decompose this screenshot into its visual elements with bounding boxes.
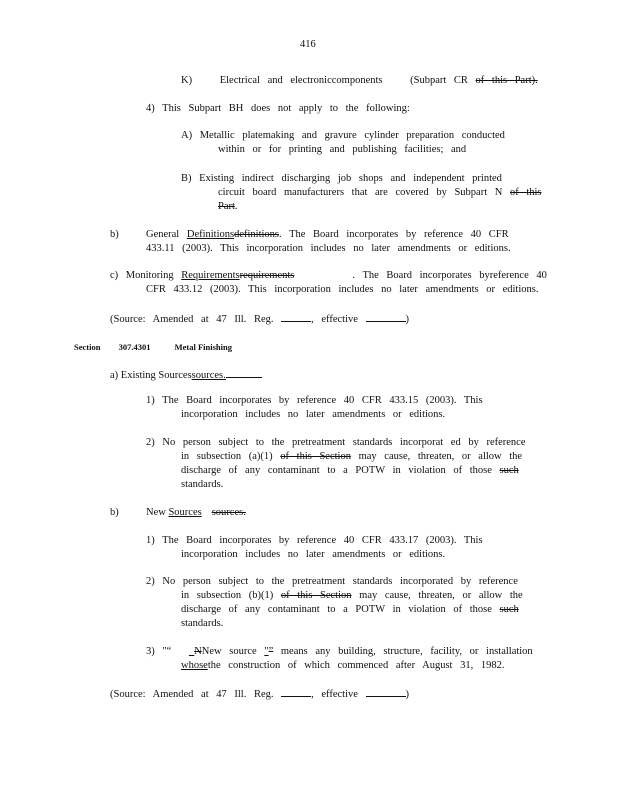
source-close: ) (405, 689, 410, 700)
heading-text: New (146, 507, 169, 518)
blank-line (281, 311, 311, 322)
blank-line (226, 367, 262, 378)
new-item1-line1: 1) The Board incorporates by reference 40 CFR 433.17 (2003). This (146, 535, 483, 546)
existing-sources-heading (110, 367, 262, 383)
definitions-label: General (146, 229, 187, 240)
inserted-text: sources (191, 370, 224, 381)
new-item1-line2: incorporation includes no later amendments or editions. (181, 549, 446, 560)
source-close: ) (405, 314, 410, 325)
struck-text: sources. (211, 507, 246, 518)
inserted-text: Requirements (181, 270, 240, 281)
text: may cause, threaten, or allow the (351, 590, 523, 601)
source-text: (Source: Amended at 47 Ill. Reg. (110, 689, 282, 700)
definitions-letter: b) (110, 229, 119, 240)
heading-text: a) Existing Sources (110, 370, 192, 381)
struck-text: such (499, 604, 519, 615)
existing-item2-line1: 2) No person subject to the pretreatment standards incorporat ed by reference (146, 437, 526, 448)
source-note (110, 686, 409, 702)
item-4a-line1: A) Metallic platemaking and gravure cylinder preparation conducted (181, 130, 505, 141)
struck-text: definitions (234, 229, 280, 240)
text: may cause, threaten, or allow the (350, 451, 523, 462)
text: means any building, structure, facility, or installation (273, 646, 533, 657)
struck-text: such (499, 465, 519, 476)
item-4b-line2-text: circuit board manufacturers that are covered by Subpart N (218, 187, 503, 198)
item-4-intro: 4) This Subpart BH does not apply to the following: (146, 103, 410, 114)
item-4b-line1: B) Existing indirect discharging job shops and independent printed (181, 173, 502, 184)
new-sources-letter: b) (110, 507, 119, 518)
inserted-text: Definitions (186, 229, 235, 240)
subpart-reference: (Subpart CR (410, 75, 468, 86)
inserted-text: " (264, 646, 269, 657)
item-number: 3) "“ (146, 646, 172, 657)
period: . (223, 370, 226, 381)
inserted-text: Sources (168, 507, 202, 518)
monitoring-line2: CFR 433.12 (2003). This incorporation includes no later amendments or editions. (146, 284, 539, 295)
new-item2-line1: 2) No person subject to the pretreatment standards incorporated by reference (146, 576, 518, 587)
item-4a-line2: within or for printing and publishing facilities; and (218, 144, 467, 155)
definitions-text: . The Board incorporates by reference 40 CFR (279, 229, 509, 240)
existing-item2-line2 (181, 450, 522, 464)
source-note (110, 311, 409, 327)
struck-text: of this Section (280, 451, 351, 462)
new-item2-line4: standards. (181, 618, 224, 629)
struck-text: N (194, 646, 202, 657)
text: the construction of which commenced after August 31, 1982. (207, 660, 505, 671)
page-number: 416 (300, 39, 316, 50)
struck-text: requirements (239, 270, 295, 281)
text: in subsection (b)(1) (181, 590, 281, 601)
existing-item1-line1: 1) The Board incorporates by reference 40 CFR 433.15 (2003). This (146, 395, 483, 406)
source-effective: , effective (311, 689, 366, 700)
list-text: Electrical and electroniccomponents (219, 75, 383, 86)
new-item3-line2 (181, 659, 504, 673)
struck-text: ” (268, 646, 274, 657)
blank-line (366, 311, 406, 322)
section-label: Section (74, 342, 101, 352)
subpart-list-item-k (181, 74, 538, 88)
inserted-text: whose (181, 660, 208, 671)
definitions-line2: 433.11 (2003). This incorporation includes no later amendments or editions. (146, 243, 511, 254)
struck-text: of this Part). (475, 75, 538, 86)
struck-text: of this Section (280, 590, 352, 601)
monitoring-text: . The Board incorporates byreference 40 (352, 270, 547, 281)
section-number: 307.4301 (118, 342, 151, 352)
source-text: (Source: Amended at 47 Ill. Reg. (110, 314, 282, 325)
definitions-line1 (146, 228, 509, 242)
text: in subsection (a)(1) (181, 451, 281, 462)
text: New source (201, 646, 265, 657)
list-letter: K) (181, 75, 193, 86)
existing-item2-line4: standards. (181, 479, 224, 490)
text: discharge of any contaminant to a POTW in violation of those (181, 604, 500, 615)
new-sources-heading (146, 506, 246, 520)
new-item3-line1 (146, 645, 533, 659)
struck-text: Part (218, 201, 235, 212)
text: discharge of any contaminant to a POTW in violation of those (181, 465, 500, 476)
struck-text: of this (509, 187, 542, 198)
new-item2-line2 (181, 589, 523, 603)
section-title: Metal Finishing (174, 342, 232, 352)
new-item2-line3 (181, 603, 519, 617)
inserted-text: _ (188, 646, 195, 657)
existing-item2-line3 (181, 464, 519, 478)
item-4b-line3 (218, 200, 238, 214)
monitoring-line1 (110, 269, 547, 283)
existing-item1-line2: incorporation includes no later amendments or editions. (181, 409, 446, 420)
blank-line (281, 686, 311, 697)
monitoring-label: c) Monitoring (110, 270, 182, 281)
blank-line (366, 686, 406, 697)
item-4b-line2 (218, 186, 542, 200)
source-effective: , effective (311, 314, 366, 325)
period: . (234, 201, 238, 212)
section-heading (74, 340, 232, 354)
